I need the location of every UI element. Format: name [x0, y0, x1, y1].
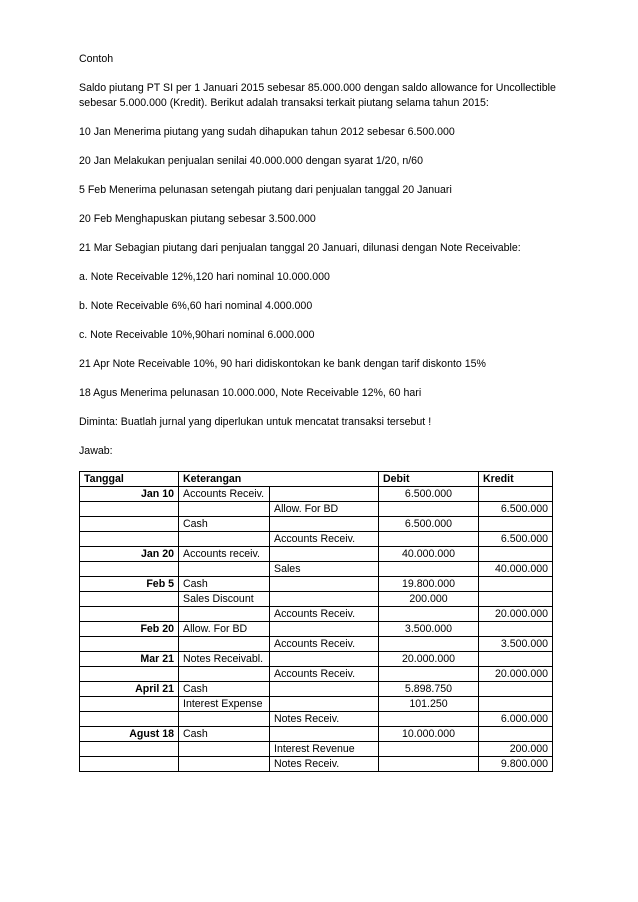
journal-credit-cell: 20.000.000 [479, 607, 553, 622]
journal-debit-cell [379, 607, 479, 622]
journal-row [80, 712, 553, 727]
journal-row [80, 577, 553, 592]
journal-date-cell: Jan 10 [80, 487, 179, 502]
journal-row [80, 727, 553, 742]
journal-date-cell [80, 562, 179, 577]
transaction-item: 18 Agus Menerima pelunasan 10.000.000, Note Receivable 12%, 60 hari [79, 387, 422, 399]
journal-credit-account-cell [270, 697, 379, 712]
journal-credit-cell: 200.000 [479, 742, 553, 757]
journal-credit-account-cell [270, 547, 379, 562]
journal-debit-account-cell: Accounts Receiv. [179, 487, 270, 502]
journal-credit-account-cell: Accounts Receiv. [270, 532, 379, 547]
journal-debit-cell [379, 502, 479, 517]
journal-row [80, 652, 553, 667]
journal-debit-account-cell [179, 712, 270, 727]
journal-credit-cell: 20.000.000 [479, 667, 553, 682]
journal-debit-cell [379, 667, 479, 682]
transaction-item: 10 Jan Menerima piutang yang sudah dihapukan tahun 2012 sebesar 6.500.000 [79, 126, 455, 138]
journal-debit-account-cell: Cash [179, 517, 270, 532]
journal-date-cell [80, 532, 179, 547]
journal-date-cell [80, 592, 179, 607]
journal-date-cell [80, 742, 179, 757]
header-credit: Kredit [479, 472, 553, 487]
journal-debit-cell: 20.000.000 [379, 652, 479, 667]
journal-credit-cell [479, 547, 553, 562]
journal-credit-cell [479, 727, 553, 742]
instruction-paragraph: Diminta: Buatlah jurnal yang diperlukan untuk mencatat transaksi tersebut ! [79, 416, 432, 428]
journal-row [80, 502, 553, 517]
document-heading: Contoh [79, 53, 114, 65]
journal-date-cell: Agust 18 [80, 727, 179, 742]
journal-debit-cell [379, 562, 479, 577]
journal-debit-account-cell [179, 637, 270, 652]
journal-debit-account-cell: Cash [179, 727, 270, 742]
journal-credit-account-cell [270, 682, 379, 697]
journal-debit-cell: 6.500.000 [379, 487, 479, 502]
journal-debit-cell [379, 757, 479, 772]
transaction-item: a. Note Receivable 12%,120 hari nominal 10.000.000 [79, 271, 330, 283]
journal-debit-cell: 10.000.000 [379, 727, 479, 742]
journal-header-row [80, 472, 553, 487]
header-date: Tanggal [80, 472, 179, 487]
journal-date-cell [80, 712, 179, 727]
journal-debit-account-cell: Cash [179, 577, 270, 592]
transaction-item: 21 Mar Sebagian piutang dari penjualan tanggal 20 Januari, dilunasi dengan Note Receivable: [79, 242, 521, 254]
journal-row [80, 697, 553, 712]
journal-date-cell [80, 667, 179, 682]
transaction-item: c. Note Receivable 10%,90hari nominal 6.000.000 [79, 329, 315, 341]
journal-date-cell: Feb 5 [80, 577, 179, 592]
document-page [79, 52, 559, 772]
journal-credit-account-cell [270, 517, 379, 532]
journal-credit-cell [479, 577, 553, 592]
journal-row [80, 742, 553, 757]
journal-date-cell [80, 517, 179, 532]
journal-credit-account-cell [270, 727, 379, 742]
journal-credit-cell [479, 487, 553, 502]
journal-debit-account-cell: Interest Expense [179, 697, 270, 712]
journal-credit-cell [479, 652, 553, 667]
journal-debit-account-cell: Cash [179, 682, 270, 697]
journal-credit-cell [479, 592, 553, 607]
journal-row [80, 757, 553, 772]
journal-credit-cell: 9.800.000 [479, 757, 553, 772]
journal-body [80, 487, 553, 772]
journal-debit-account-cell: Sales Discount [179, 592, 270, 607]
journal-credit-cell [479, 517, 553, 532]
journal-credit-account-cell [270, 622, 379, 637]
journal-debit-account-cell: Accounts receiv. [179, 547, 270, 562]
journal-credit-cell: 6.500.000 [479, 532, 553, 547]
journal-credit-account-cell: Notes Receiv. [270, 757, 379, 772]
journal-credit-account-cell [270, 577, 379, 592]
transaction-list [79, 125, 559, 401]
journal-debit-account-cell [179, 667, 270, 682]
journal-table [79, 471, 553, 772]
header-description: Keterangan [179, 472, 379, 487]
journal-row [80, 622, 553, 637]
journal-row [80, 592, 553, 607]
journal-debit-cell: 101.250 [379, 697, 479, 712]
journal-debit-cell [379, 532, 479, 547]
journal-date-cell [80, 697, 179, 712]
transaction-item: 20 Jan Melakukan penjualan senilai 40.000.000 dengan syarat 1/20, n/60 [79, 155, 423, 167]
journal-date-cell [80, 502, 179, 517]
journal-debit-account-cell: Notes Receivabl. [179, 652, 270, 667]
journal-debit-cell [379, 742, 479, 757]
journal-debit-cell [379, 712, 479, 727]
journal-credit-account-cell: Accounts Receiv. [270, 667, 379, 682]
journal-debit-account-cell [179, 502, 270, 517]
journal-debit-cell: 200.000 [379, 592, 479, 607]
journal-credit-account-cell [270, 487, 379, 502]
journal-row [80, 667, 553, 682]
journal-date-cell [80, 757, 179, 772]
transaction-item: 5 Feb Menerima pelunasan setengah piutang dari penjualan tanggal 20 Januari [79, 184, 452, 196]
journal-credit-cell: 3.500.000 [479, 637, 553, 652]
journal-debit-cell: 3.500.000 [379, 622, 479, 637]
journal-date-cell [80, 637, 179, 652]
journal-debit-account-cell [179, 607, 270, 622]
journal-credit-account-cell: Accounts Receiv. [270, 637, 379, 652]
journal-credit-account-cell: Notes Receiv. [270, 712, 379, 727]
journal-date-cell [80, 607, 179, 622]
journal-credit-cell [479, 697, 553, 712]
journal-credit-account-cell: Sales [270, 562, 379, 577]
header-debit: Debit [379, 472, 479, 487]
journal-debit-cell: 40.000.000 [379, 547, 479, 562]
journal-debit-account-cell [179, 562, 270, 577]
journal-date-cell: April 21 [80, 682, 179, 697]
journal-credit-cell: 6.500.000 [479, 502, 553, 517]
journal-credit-cell: 40.000.000 [479, 562, 553, 577]
journal-debit-account-cell [179, 757, 270, 772]
journal-debit-account-cell [179, 742, 270, 757]
journal-credit-account-cell: Allow. For BD [270, 502, 379, 517]
transaction-item: b. Note Receivable 6%,60 hari nominal 4.000.000 [79, 300, 313, 312]
journal-row [80, 562, 553, 577]
journal-credit-account-cell [270, 592, 379, 607]
answer-label: Jawab: [79, 445, 113, 457]
journal-credit-account-cell: Accounts Receiv. [270, 607, 379, 622]
transaction-item: 20 Feb Menghapuskan piutang sebesar 3.500.000 [79, 213, 316, 225]
journal-debit-cell [379, 637, 479, 652]
journal-credit-cell: 6.000.000 [479, 712, 553, 727]
journal-credit-account-cell: Interest Revenue [270, 742, 379, 757]
journal-debit-cell: 5.898.750 [379, 682, 479, 697]
journal-row [80, 532, 553, 547]
intro-paragraph: Saldo piutang PT SI per 1 Januari 2015 sebesar 85.000.000 dengan saldo allowance for Uncollectible sebesar 5.000.000 (Kredit). Berikut adalah transaksi terkait piutang selama tahun 2015: [79, 82, 556, 109]
journal-credit-cell [479, 622, 553, 637]
journal-row [80, 547, 553, 562]
journal-credit-account-cell [270, 652, 379, 667]
journal-credit-cell [479, 682, 553, 697]
journal-debit-cell: 19.800.000 [379, 577, 479, 592]
journal-row [80, 637, 553, 652]
journal-date-cell: Feb 20 [80, 622, 179, 637]
journal-debit-account-cell: Allow. For BD [179, 622, 270, 637]
journal-row [80, 682, 553, 697]
journal-row [80, 517, 553, 532]
journal-debit-account-cell [179, 532, 270, 547]
journal-date-cell: Mar 21 [80, 652, 179, 667]
journal-row [80, 487, 553, 502]
journal-debit-cell: 6.500.000 [379, 517, 479, 532]
journal-row [80, 607, 553, 622]
journal-date-cell: Jan 20 [80, 547, 179, 562]
transaction-item: 21 Apr Note Receivable 10%, 90 hari didiskontokan ke bank dengan tarif diskonto 15% [79, 358, 486, 370]
